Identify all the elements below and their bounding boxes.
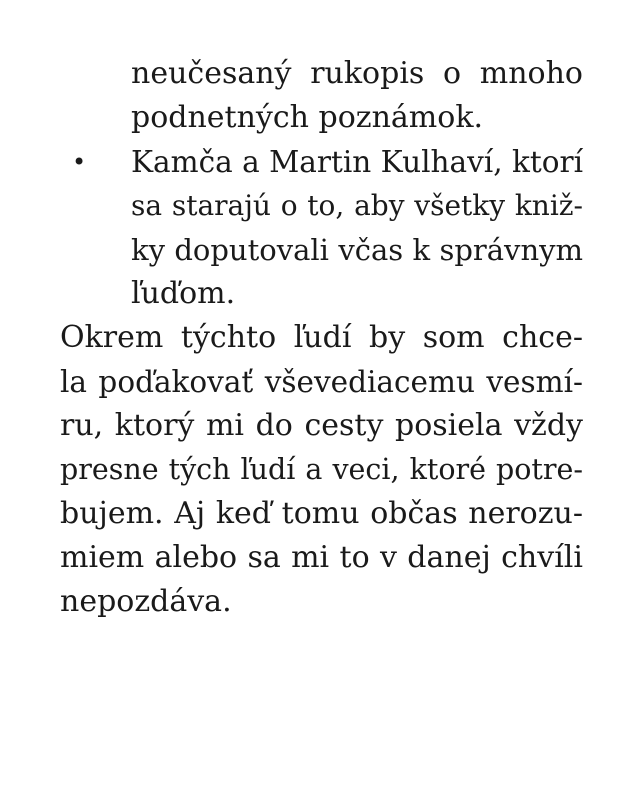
text-line: nepozdáva.	[60, 584, 232, 619]
text-line: Okrem týchto ľudí by som chce-	[60, 320, 583, 355]
bullet-marker: •	[72, 148, 87, 176]
text-line: sa starajú o to, aby všetky kniž-	[131, 189, 583, 222]
text-line: ky doputovali včas k správnym	[131, 233, 583, 267]
text-line: bujem. Aj keď tomu občas nerozu-	[60, 496, 583, 531]
text-line: miem alebo sa mi to v danej chvíli	[60, 540, 583, 575]
text-line: ru, ktorý mi do cesty posiela vždy	[60, 408, 583, 443]
text-line: ľuďom.	[131, 276, 236, 311]
text-line: neučesaný rukopis o mnoho	[131, 56, 583, 91]
text-line: Kamča a Martin Kulhaví, ktorí	[131, 145, 583, 179]
text-line: presne tých ľudí a veci, ktoré potre-	[60, 453, 583, 486]
text-line: la poďakovať vševediacemu vesmí-	[60, 365, 583, 399]
text-line: podnetných poznámok.	[131, 100, 484, 135]
